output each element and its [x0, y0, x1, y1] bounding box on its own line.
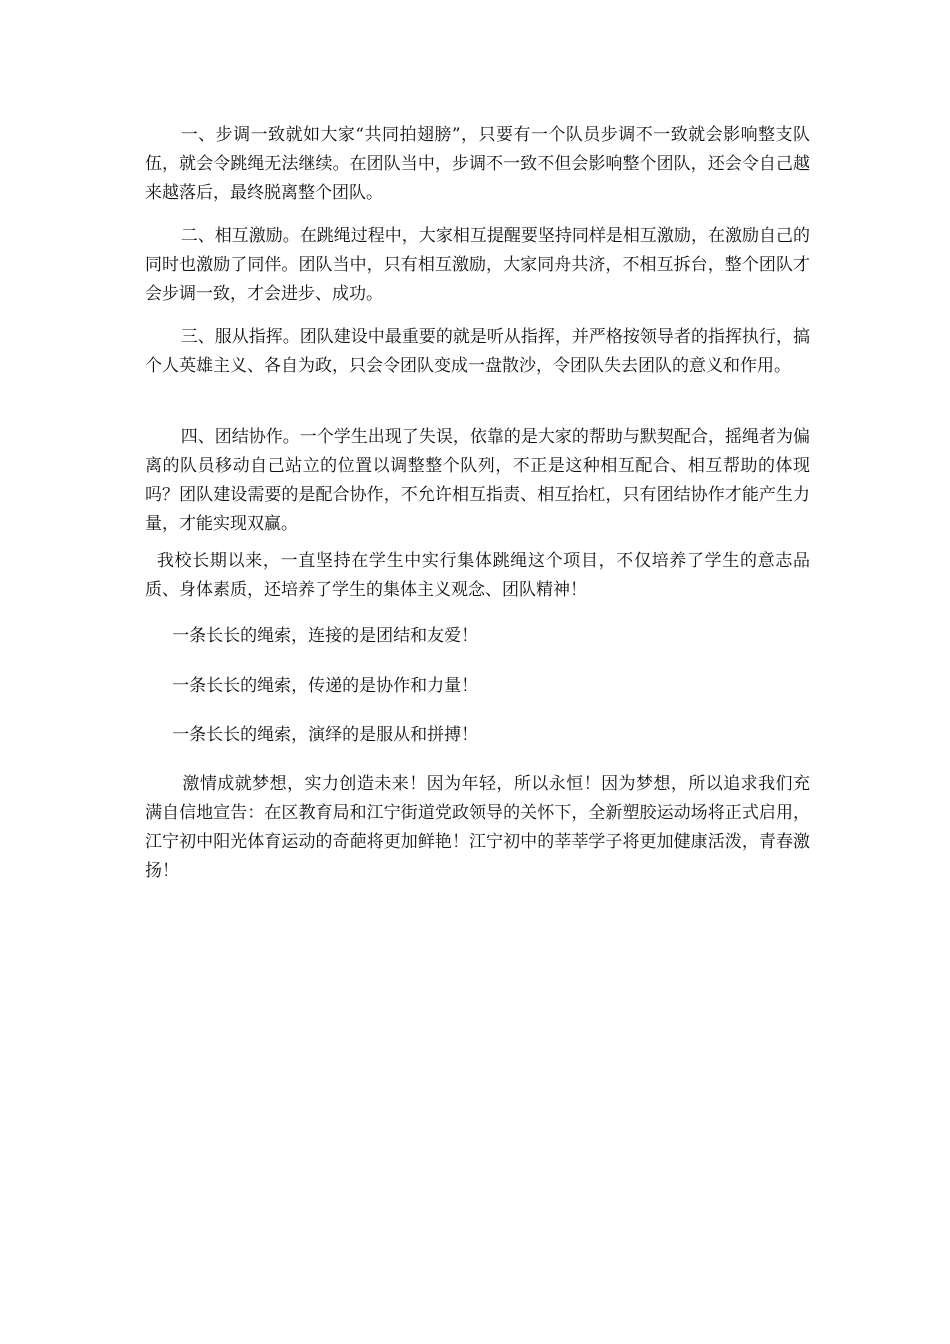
slogan-line-obedience: 一条长长的绳索，演绎的是服从和拼搏！: [172, 725, 479, 745]
slogan-line-cooperation: 一条长长的绳索，传递的是协作和力量！: [172, 676, 479, 696]
paragraph-school-tradition: 我校长期以来，一直坚持在学生中实行集体跳绳这个项目，不仅培养了学生的意志品质、身体素质，还培养了学生的集体主义观念、团队精神！: [145, 551, 810, 600]
paragraph-closing-declaration: 激情成就梦想，实力创造未来！因为年轻，所以永恒！因为梦想，所以追求我们充满自信地宣告：在区教育局和江宁街道党政领导的关怀下，全新塑胶运动场将正式启用，江宁初中阳光体育运动的奇葩将更加鲜艳！江宁初中的莘莘学子将更加健康活泼，青春激扬！: [145, 774, 810, 881]
paragraph-step-consistency: 一、步调一致就如大家“共同拍翅膀”，只要有一个队员步调不一致就会影响整支队伍，就会令跳绳无法继续。在团队当中，步调不一致不但会影响整个团队，还会令自己越来越落后，最终脱离整个团队。: [145, 125, 810, 203]
paragraph-unity-cooperation: 四、团结协作。一个学生出现了失误，依靠的是大家的帮助与默契配合，摇绳者为偏离的队员移动自己站立的位置以调整整个队列，不正是这种相互配合、相互帮助的体现吗？团队建设需要的是配合协作，不允许相互指责、相互抬杠，只有团结协作才能产生力量，才能实现双赢。: [145, 427, 810, 534]
slogan-line-unity: 一条长长的绳索，连接的是团结和友爱！: [172, 626, 479, 646]
paragraph-obey-command: 三、服从指挥。团队建设中最重要的就是听从指挥，并严格按领导者的指挥执行，搞个人英雄主义、各自为政，只会令团队变成一盘散沙，令团队失去团队的意义和作用。: [145, 327, 810, 376]
paragraph-mutual-encouragement: 二、相互激励。在跳绳过程中，大家相互提醒要坚持同样是相互激励，在激励自己的同时也激励了同伴。团队当中，只有相互激励，大家同舟共济，不相互拆台，整个团队才会步调一致，才会进步、成功。: [145, 226, 810, 304]
